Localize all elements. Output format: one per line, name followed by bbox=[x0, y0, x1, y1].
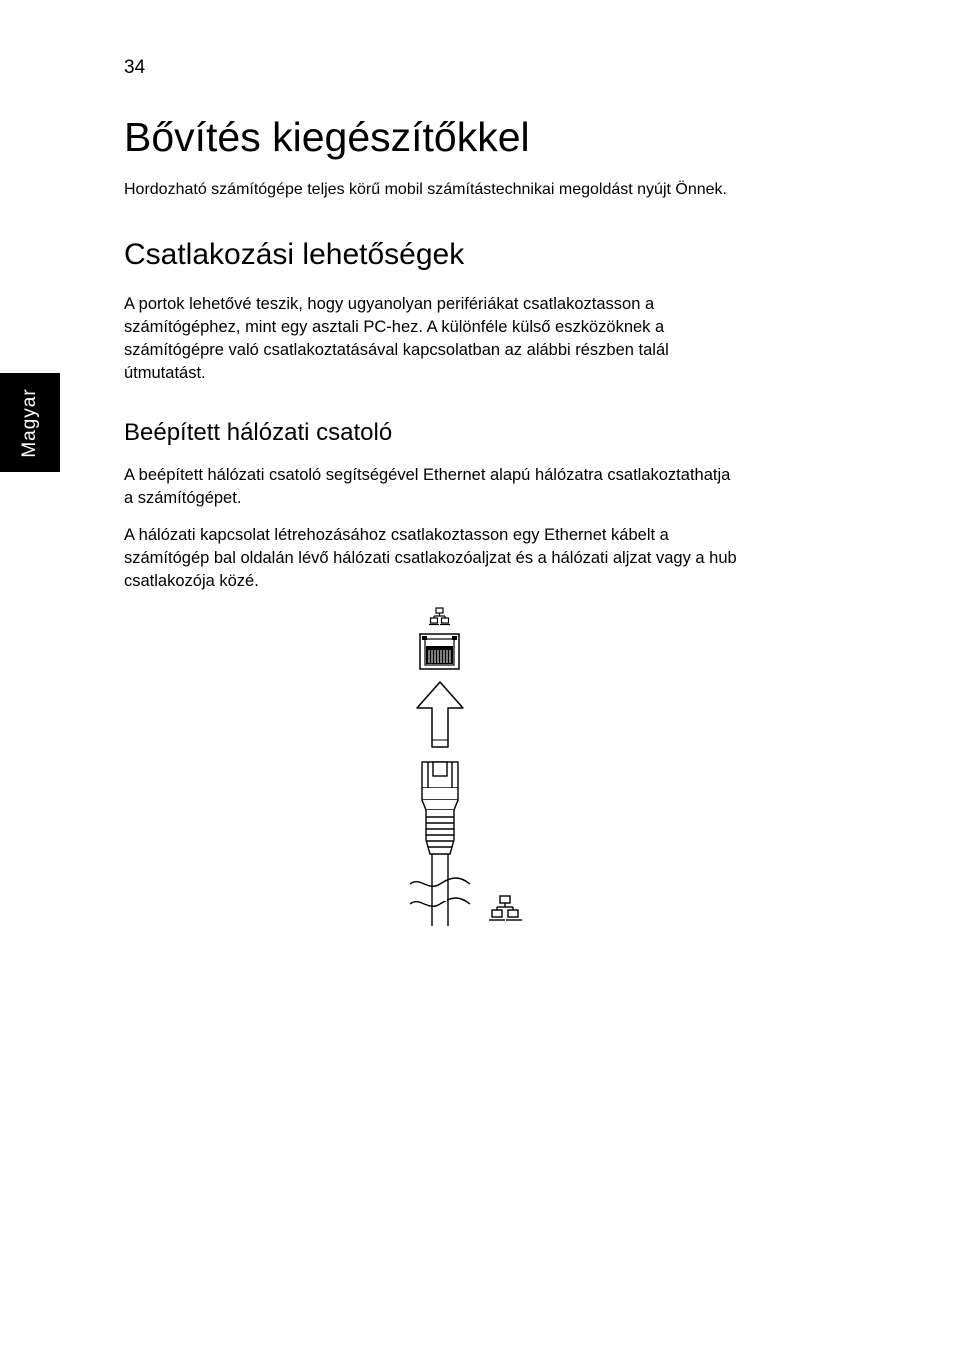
text-line: útmutatást. bbox=[124, 364, 206, 382]
rj45-plug-icon bbox=[422, 762, 458, 854]
text-line: csatlakozója közé. bbox=[124, 572, 259, 590]
subsection-paragraph-2 bbox=[124, 524, 737, 593]
section-heading: Csatlakozási lehetőségek bbox=[124, 238, 465, 271]
page-number: 34 bbox=[124, 57, 146, 78]
text-line: számítógép bal oldalán lévő hálózati csatlakozóaljzat és a hálózati aljzat vagy a hub bbox=[124, 549, 737, 567]
ethernet-connection-illustration bbox=[400, 600, 540, 930]
page-title: Bővítés kiegészítőkkel bbox=[124, 114, 530, 160]
text-line: A beépített hálózati csatoló segítségével Ethernet alapú hálózatra csatlakoztathatja bbox=[124, 466, 731, 484]
text-line: a számítógépet. bbox=[124, 489, 242, 507]
subsection-paragraph-1 bbox=[124, 464, 730, 510]
section-paragraph bbox=[124, 293, 814, 385]
text-line: számítógéphez, mint egy asztali PC-hez. A különféle külső eszközöknek a bbox=[124, 318, 665, 336]
up-arrow-icon bbox=[417, 682, 463, 747]
subsection-heading: Beépített hálózati csatoló bbox=[124, 419, 393, 446]
ethernet-port-icon bbox=[420, 634, 459, 669]
text-line: A portok lehetővé teszik, hogy ugyanolyan perifériákat csatlakoztasson a bbox=[124, 295, 655, 313]
language-side-tab-label: Magyar bbox=[19, 388, 40, 458]
language-side-tab bbox=[0, 373, 60, 472]
text-line: A hálózati kapcsolat létrehozásához csatlakoztasson egy Ethernet kábelt a bbox=[124, 526, 669, 544]
network-icon bbox=[429, 608, 450, 625]
network-icon bbox=[489, 896, 522, 920]
intro-paragraph: Hordozható számítógépe teljes körű mobil számítástechnikai megoldást nyújt Önnek. bbox=[124, 181, 727, 198]
text-line: számítógépre való csatlakoztatásával kapcsolatban az alábbi részben talál bbox=[124, 341, 669, 359]
